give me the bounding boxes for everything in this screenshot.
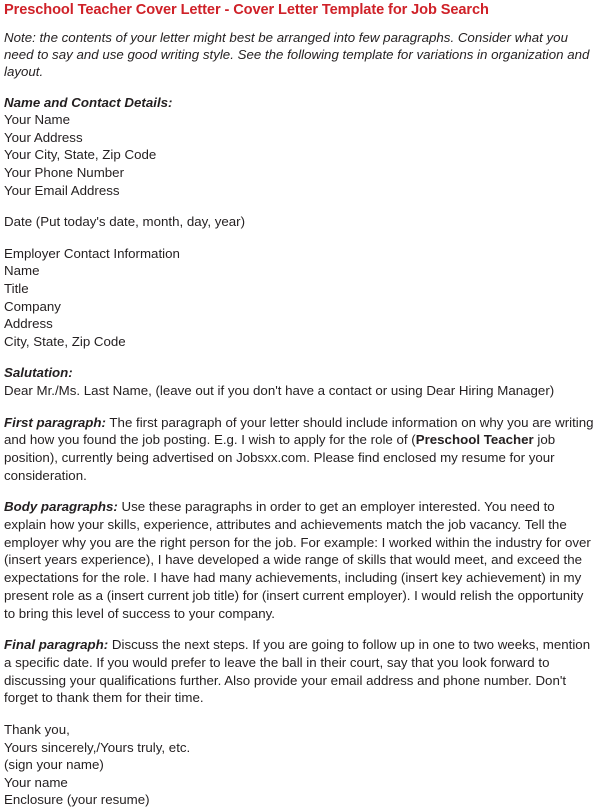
employer-line: Company (4, 298, 61, 314)
closing-section (4, 721, 596, 809)
contact-line: Your Email Address (4, 182, 120, 198)
first-paragraph-text-after: job position), currently being advertised on Jobsxx.com. Please find enclosed my resume for your consideration. (4, 432, 556, 483)
employer-contact-section (4, 245, 596, 351)
salutation-section (4, 364, 596, 399)
closing-line: Your name (4, 774, 68, 790)
body-paragraph-lead: Body paragraphs: (4, 499, 118, 515)
body-paragraph-text: Use these paragraphs in order to get an employer interested. You need to explain how your skills, experience, attributes and achievements match the job vacancy. Tell the employer why you are the right person for the job. For example: I worked within the industry for over (insert years experience), I have developed a wide range of skills that would meet, and exceed the expectations for the role. I have had many achievements, including (insert key achievement) in my present role as a (insert current job title) for (insert current employer). I would relish the opportunity to bring this level of success to your company. (4, 499, 591, 621)
first-paragraph-text-before: The first paragraph of your letter should include information on why you are writing and how you found the job posting. E.g. I wish to apply for the role of ( (4, 414, 594, 448)
closing-line: (sign your name) (4, 757, 104, 773)
first-paragraph-lead: First paragraph: (4, 414, 106, 430)
contact-section-heading: Name and Contact Details: (4, 94, 173, 110)
final-paragraph-lead: Final paragraph: (4, 637, 109, 653)
date-line: Date (Put today's date, month, day, year) (4, 214, 246, 230)
salutation-heading: Salutation: (4, 365, 73, 381)
first-paragraph (4, 414, 596, 485)
employer-line: City, State, Zip Code (4, 333, 126, 349)
closing-line: Thank you, (4, 722, 70, 738)
contact-line: Your Phone Number (4, 164, 124, 180)
closing-line: Yours sincerely,/Yours truly, etc. (4, 739, 191, 755)
employer-line: Employer Contact Information (4, 245, 180, 261)
closing-line: Enclosure (your resume) (4, 792, 150, 808)
final-paragraph-text: Discuss the next steps. If you are going to follow up in one to two weeks, mention a specific date. If you would prefer to leave the ball in their court, say that you look forward to discussing your qualifications further. Also provide your email address and phone number. Don't forget to thank them for their time. (4, 637, 591, 706)
body-paragraph (4, 498, 596, 622)
note-paragraph: Note: the contents of your letter might best be arranged into few paragraphs. Consider what you need to say and use good writing style. See the following template for variations in organization and layout. (4, 30, 590, 80)
contact-line: Your Address (4, 129, 83, 145)
salutation-line: Dear Mr./Ms. Last Name, (leave out if you don't have a contact or using Dear Hiring Manager) (4, 382, 555, 398)
page-title: Preschool Teacher Cover Letter - Cover Letter Template for Job Search (4, 2, 489, 18)
date-section (4, 213, 596, 231)
employer-line: Title (4, 280, 29, 296)
first-paragraph-bold-phrase: Preschool Teacher (415, 432, 534, 448)
name-and-contact-details-section (4, 94, 596, 200)
contact-line: Your Name (4, 112, 71, 128)
employer-line: Name (4, 263, 40, 279)
final-paragraph (4, 636, 596, 707)
employer-line: Address (4, 316, 53, 332)
contact-line: Your City, State, Zip Code (4, 147, 157, 163)
